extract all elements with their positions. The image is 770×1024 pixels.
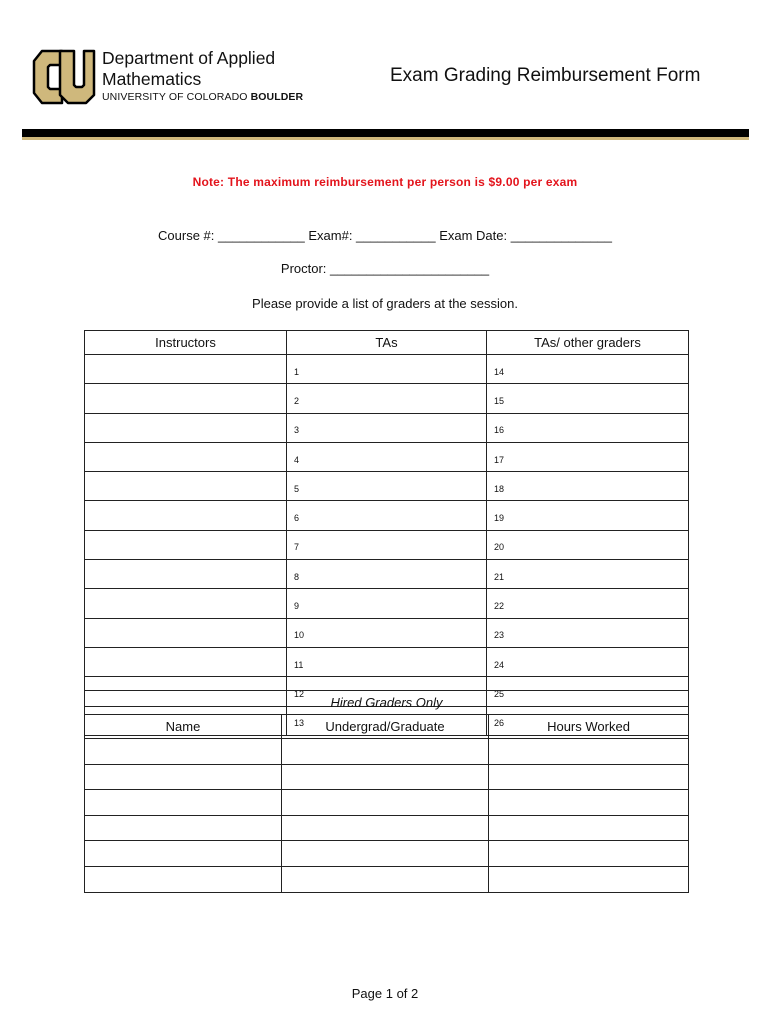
- other-grader-cell[interactable]: 24: [487, 647, 689, 676]
- table-row: [85, 841, 689, 867]
- university-prefix: UNIVERSITY OF COLORADO: [102, 91, 248, 103]
- col-header-instructors: Instructors: [85, 331, 287, 355]
- name-cell[interactable]: [85, 815, 282, 841]
- col-header-hours-worked: Hours Worked: [489, 715, 689, 739]
- ta-cell[interactable]: 6: [287, 501, 487, 530]
- table-row: [85, 384, 689, 413]
- table-row: [85, 790, 689, 816]
- table-row: [85, 589, 689, 618]
- other-grader-cell[interactable]: 19: [487, 501, 689, 530]
- other-grader-cell[interactable]: 15: [487, 384, 689, 413]
- ta-cell[interactable]: 2: [287, 384, 487, 413]
- other-grader-cell[interactable]: 16: [487, 413, 689, 442]
- hours-worked-cell[interactable]: [489, 764, 689, 790]
- hours-worked-cell[interactable]: [489, 815, 689, 841]
- other-grader-cell[interactable]: 21: [487, 560, 689, 589]
- department-name-line2: Mathematics: [102, 69, 202, 89]
- reimbursement-note: Note: The maximum reimbursement per person is $9.00 per exam: [192, 175, 578, 189]
- instructor-cell[interactable]: [85, 413, 287, 442]
- ta-cell[interactable]: 5: [287, 472, 487, 501]
- table-row: [85, 530, 689, 559]
- instructor-cell[interactable]: [85, 589, 287, 618]
- ta-cell[interactable]: 9: [287, 589, 487, 618]
- ta-cell[interactable]: 11: [287, 647, 487, 676]
- hired-graders-table: [84, 690, 689, 893]
- undergrad-graduate-cell[interactable]: [282, 815, 489, 841]
- ta-cell[interactable]: 10: [287, 618, 487, 647]
- instructor-cell[interactable]: [85, 384, 287, 413]
- instructor-cell[interactable]: [85, 647, 287, 676]
- other-grader-cell[interactable]: 17: [487, 442, 689, 471]
- instructor-cell[interactable]: [85, 442, 287, 471]
- proctor-field[interactable]: Proctor: ______________________: [280, 261, 490, 276]
- undergrad-graduate-cell[interactable]: [282, 841, 489, 867]
- name-cell[interactable]: [85, 790, 282, 816]
- table-row: [85, 618, 689, 647]
- undergrad-graduate-cell[interactable]: [282, 866, 489, 892]
- form-title: Exam Grading Reimbursement Form: [390, 65, 701, 86]
- undergrad-graduate-cell[interactable]: [282, 790, 489, 816]
- instructor-cell[interactable]: [85, 355, 287, 384]
- table-row: [85, 560, 689, 589]
- ta-cell[interactable]: 12: [287, 677, 487, 706]
- col-header-tas: TAs: [287, 331, 487, 355]
- table-row: [85, 764, 689, 790]
- hired-table-caption-row: [85, 691, 689, 715]
- table-row: [85, 355, 689, 384]
- instruction-text: Please provide a list of graders at the session.: [252, 296, 518, 311]
- table-row: [85, 647, 689, 676]
- graders-table-header: [85, 331, 689, 355]
- instructor-cell[interactable]: [85, 560, 287, 589]
- col-header-name: Name: [85, 715, 282, 739]
- graders-table: [84, 330, 689, 736]
- ta-cell[interactable]: 7: [287, 530, 487, 559]
- instructor-cell[interactable]: [85, 472, 287, 501]
- other-grader-cell[interactable]: 14: [487, 355, 689, 384]
- name-cell[interactable]: [85, 764, 282, 790]
- table-row: [85, 442, 689, 471]
- ta-cell[interactable]: 1: [287, 355, 487, 384]
- instructor-cell[interactable]: [85, 530, 287, 559]
- table-row: [85, 815, 689, 841]
- table-row: [85, 472, 689, 501]
- cu-logo-icon: [32, 47, 96, 107]
- instructor-cell[interactable]: [85, 618, 287, 647]
- page-number: Page 1 of 2: [351, 986, 419, 1001]
- col-header-undergrad-graduate: Undergrad/Graduate: [282, 715, 489, 739]
- ta-cell[interactable]: 4: [287, 442, 487, 471]
- header-rule-gold: [22, 137, 749, 140]
- undergrad-graduate-cell[interactable]: [282, 739, 489, 765]
- hours-worked-cell[interactable]: [489, 739, 689, 765]
- other-grader-cell[interactable]: 20: [487, 530, 689, 559]
- other-grader-cell[interactable]: 26: [487, 706, 689, 735]
- ta-cell[interactable]: 8: [287, 560, 487, 589]
- instructor-cell[interactable]: [85, 501, 287, 530]
- ta-cell[interactable]: 13: [287, 706, 487, 735]
- hired-table-caption: Hired Graders Only: [85, 691, 689, 715]
- ta-cell[interactable]: 3: [287, 413, 487, 442]
- table-row: [85, 866, 689, 892]
- table-row: [85, 413, 689, 442]
- table-row: [85, 739, 689, 765]
- university-name: [102, 91, 303, 103]
- other-grader-cell[interactable]: 23: [487, 618, 689, 647]
- other-grader-cell[interactable]: 22: [487, 589, 689, 618]
- hours-worked-cell[interactable]: [489, 841, 689, 867]
- name-cell[interactable]: [85, 866, 282, 892]
- other-grader-cell[interactable]: 18: [487, 472, 689, 501]
- name-cell[interactable]: [85, 841, 282, 867]
- hired-table-header: [85, 715, 689, 739]
- university-boulder: BOULDER: [250, 91, 304, 103]
- hours-worked-cell[interactable]: [489, 790, 689, 816]
- col-header-other-graders: TAs/ other graders: [487, 331, 689, 355]
- header-rule-black: [22, 129, 749, 137]
- department-name: [102, 48, 275, 90]
- hours-worked-cell[interactable]: [489, 866, 689, 892]
- name-cell[interactable]: [85, 739, 282, 765]
- table-row: [85, 501, 689, 530]
- undergrad-graduate-cell[interactable]: [282, 764, 489, 790]
- course-exam-fields[interactable]: Course #: ____________ Exam#: ___________ Exam Date: ______________: [158, 228, 612, 243]
- other-grader-cell[interactable]: 25: [487, 677, 689, 706]
- department-name-line1: Department of Applied: [102, 48, 276, 68]
